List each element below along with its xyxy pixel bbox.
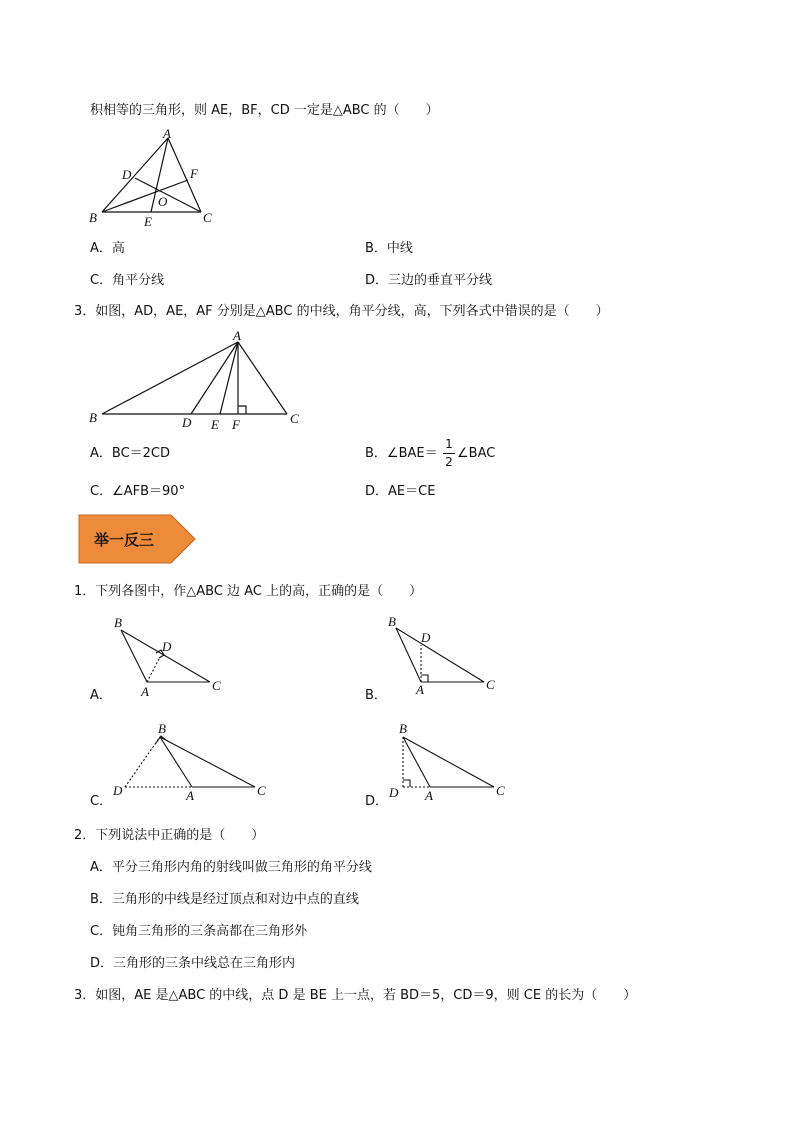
option-d-text: D．三边的垂直平分线 bbox=[365, 273, 493, 288]
question3-stem: 3．如图，AD，AE，AF 分别是△ABC 的中线，角平分线，高，下列各式中错误的是（ ） bbox=[74, 304, 609, 319]
fig1-label-D: D bbox=[122, 167, 132, 182]
q1-option-a-label: A． bbox=[90, 688, 112, 703]
q3-option-d: D．AE＝CE bbox=[365, 484, 436, 499]
fig1-label-E: E bbox=[144, 214, 152, 229]
q2-option-d: D．三角形的三条中线总在三角形内 bbox=[90, 956, 296, 971]
q2-option-a: A．平分三角形内角的射线叫做三角形的角平分线 bbox=[90, 860, 372, 875]
q1d-label-C: C bbox=[496, 783, 505, 798]
fraction-denominator: 2 bbox=[445, 455, 453, 469]
q1c-label-A: A bbox=[186, 788, 194, 803]
fig2-label-A: A bbox=[233, 328, 241, 343]
q1b-label-B: B bbox=[388, 614, 396, 629]
fig1-label-F: F bbox=[190, 166, 198, 181]
q2-option-c: C．钝角三角形的三条高都在三角形外 bbox=[90, 924, 308, 939]
q1a-label-B: B bbox=[114, 615, 122, 630]
option-c-text: C．角平分线 bbox=[90, 273, 165, 288]
q1c-label-B: B bbox=[158, 721, 166, 736]
q1b-label-C: C bbox=[486, 677, 495, 692]
q2-stem: 2．下列说法中正确的是（ ） bbox=[74, 828, 265, 843]
q3-option-a: A．BC＝2CD bbox=[90, 446, 171, 461]
q1c-label-D: D bbox=[113, 783, 123, 798]
q1a-label-C: C bbox=[212, 678, 221, 693]
fig1-label-O: O bbox=[158, 194, 168, 209]
fraction-numerator: 1 bbox=[445, 437, 453, 451]
fig2-label-D: D bbox=[182, 415, 192, 430]
fig2-label-B: B bbox=[89, 410, 97, 425]
q1d-label-D: D bbox=[389, 785, 399, 800]
q3-option-b-prefix: B．∠BAE＝ bbox=[365, 446, 438, 461]
question-intro-text: 积相等的三角形，则 AE，BF，CD 一定是△ABC 的（ ） bbox=[90, 103, 439, 118]
fig1-label-A: A bbox=[163, 126, 171, 141]
q1c-label-C: C bbox=[257, 783, 266, 798]
q3-next-stem: 3．如图，AE 是△ABC 的中线，点 D 是 BE 上一点，若 BD＝5，CD＝9，则 CE 的长为（ ） bbox=[74, 988, 637, 1003]
banner-label: 举一反三 bbox=[94, 531, 155, 549]
q1d-label-B: B bbox=[399, 721, 407, 736]
option-b-text: B．中线 bbox=[365, 241, 413, 256]
fig2-label-F: F bbox=[232, 417, 240, 432]
fig2-label-C: C bbox=[290, 411, 299, 426]
q1b-label-A: A bbox=[416, 682, 424, 697]
q1b-label-D: D bbox=[421, 630, 431, 645]
fig2-label-E: E bbox=[211, 417, 219, 432]
option-a-text: A．高 bbox=[90, 241, 125, 256]
q3-option-b-suffix: ∠BAC bbox=[457, 446, 496, 461]
q1-option-b-label: B． bbox=[365, 688, 387, 703]
q3-option-c: C．∠AFB＝90° bbox=[90, 484, 186, 499]
fig1-label-B: B bbox=[89, 210, 97, 225]
q1a-label-D: D bbox=[162, 639, 172, 654]
fig1-label-C: C bbox=[203, 210, 212, 225]
q1-stem: 1．下列各图中，作△ABC 边 AC 上的高，正确的是（ ） bbox=[74, 584, 423, 599]
q1-option-c-label: C． bbox=[90, 794, 113, 809]
q1a-label-A: A bbox=[141, 684, 149, 699]
q1-option-d-label: D． bbox=[365, 794, 389, 809]
q1d-label-A: A bbox=[425, 788, 433, 803]
q2-option-b: B．三角形的中线是经过顶点和对边中点的直线 bbox=[90, 892, 359, 907]
